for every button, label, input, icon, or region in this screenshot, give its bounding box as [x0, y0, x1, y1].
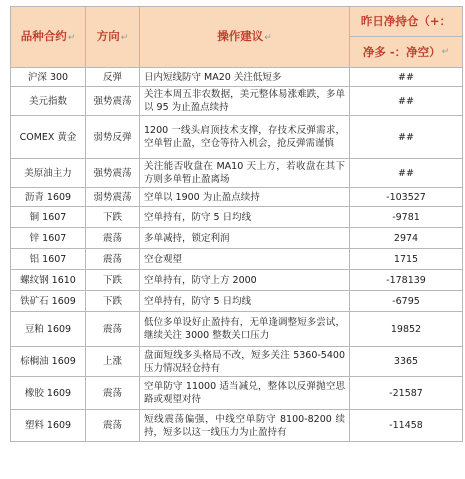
product-cell: 锌 1607: [11, 228, 86, 249]
position-cell: -6795: [350, 291, 463, 312]
position-cell: ##: [350, 68, 463, 87]
advice-cell: 空单以 1900 为止盈点续持: [140, 188, 350, 207]
product-cell: 塑料 1609: [11, 410, 86, 442]
advice-cell: 多单减持，锁定利润: [140, 228, 350, 249]
product-cell: 沥青 1609: [11, 188, 86, 207]
product-cell: 橡胶 1609: [11, 377, 86, 410]
table-row: [11, 68, 463, 87]
position-cell: -178139: [350, 270, 463, 291]
direction-cell: 震荡: [86, 249, 140, 270]
advice-cell: 空仓观望: [140, 249, 350, 270]
direction-cell: 弱势反弹: [86, 116, 140, 159]
table-row: [11, 312, 463, 347]
position-cell: ##: [350, 116, 463, 159]
product-cell: 铁矿石 1609: [11, 291, 86, 312]
product-cell: 沪深 300: [11, 68, 86, 87]
advice-cell: 关注能否收盘在 MA10 天上方，若收盘在其下方则多单暂止盈离场: [140, 159, 350, 188]
advice-cell: 1200 一线头肩顶技术支撑，存技术反弹需求，空单暂止盈，空仓等待入机会，抢反弹需谨慎: [140, 116, 350, 159]
position-cell: 3365: [350, 347, 463, 377]
direction-cell: 下跌: [86, 291, 140, 312]
table-row: [11, 207, 463, 228]
table-row: [11, 188, 463, 207]
table-row: [11, 87, 463, 116]
advice-cell: 空单持有，防守 5 日均线: [140, 291, 350, 312]
advice-cell: 空单持有，防守上方 2000: [140, 270, 350, 291]
position-cell: 1715: [350, 249, 463, 270]
direction-cell: 强势震荡: [86, 159, 140, 188]
direction-cell: 反弹: [86, 68, 140, 87]
position-cell: ##: [350, 87, 463, 116]
header-position-line1: 昨日净持仓（+：: [350, 7, 462, 37]
header-position: [350, 7, 463, 68]
product-cell: 美元指数: [11, 87, 86, 116]
direction-cell: 弱势震荡: [86, 188, 140, 207]
table-row: [11, 270, 463, 291]
product-cell: 铝 1607: [11, 249, 86, 270]
table-row: [11, 116, 463, 159]
direction-cell: 震荡: [86, 377, 140, 410]
position-cell: -103527: [350, 188, 463, 207]
table-row: [11, 291, 463, 312]
product-cell: 铜 1607: [11, 207, 86, 228]
header-row: [11, 7, 463, 68]
table-row: [11, 410, 463, 442]
product-cell: COMEX 黄金: [11, 116, 86, 159]
direction-cell: 震荡: [86, 410, 140, 442]
direction-cell: 震荡: [86, 228, 140, 249]
direction-cell: 上涨: [86, 347, 140, 377]
advice-cell: 空单防守 11000 适当减兑，整体以反弹抛空思路或观望对待: [140, 377, 350, 410]
table-row: [11, 377, 463, 410]
position-cell: -21587: [350, 377, 463, 410]
header-position-line2: 净多 -：净空） ↵: [362, 44, 450, 59]
direction-cell: 下跌: [86, 270, 140, 291]
table-row: [11, 347, 463, 377]
header-direction: 方向↵: [86, 7, 140, 68]
position-cell: -11458: [350, 410, 463, 442]
header-advice: 操作建议↵: [140, 7, 350, 68]
advice-cell: 日内短线防守 MA20 关注低短多: [140, 68, 350, 87]
advice-cell: 关注本周五非农数据，美元整体易涨难跌，多单以 95 为止盈点续持: [140, 87, 350, 116]
product-cell: 美原油主力: [11, 159, 86, 188]
position-cell: 2974: [350, 228, 463, 249]
direction-cell: 下跌: [86, 207, 140, 228]
position-cell: -9781: [350, 207, 463, 228]
direction-cell: 强势震荡: [86, 87, 140, 116]
advice-cell: 短线震荡偏强，中线空单防守 8100-8200 续持，短多以这一线压力为止盈持有: [140, 410, 350, 442]
table-row: [11, 159, 463, 188]
header-product: 品种合约↵: [11, 7, 86, 68]
trading-advice-table: [10, 6, 463, 442]
position-cell: 19852: [350, 312, 463, 347]
table-row: [11, 249, 463, 270]
advice-cell: 低位多单设好止盈持有，无单逢调整短多尝试，继续关注 3000 整数关口压力: [140, 312, 350, 347]
product-cell: 棕榈油 1609: [11, 347, 86, 377]
advice-cell: 盘面短线多头格局不改，短多关注 5360-5400 压力情况轻仓持有: [140, 347, 350, 377]
product-cell: 豆粕 1609: [11, 312, 86, 347]
product-cell: 螺纹钢 1610: [11, 270, 86, 291]
position-cell: ##: [350, 159, 463, 188]
direction-cell: 震荡: [86, 312, 140, 347]
table-row: [11, 228, 463, 249]
advice-cell: 空单持有，防守 5 日均线: [140, 207, 350, 228]
